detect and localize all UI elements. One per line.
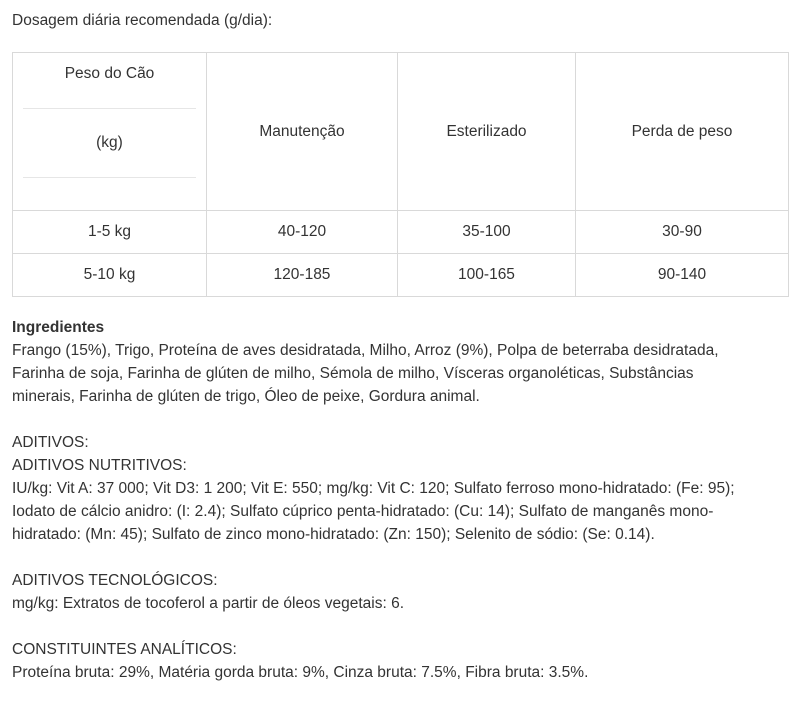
- table-cell: 35-100: [398, 211, 576, 254]
- table-cell: 5-10 kg: [13, 254, 207, 297]
- dosage-intro: Dosagem diária recomendada (g/dia):: [12, 12, 273, 29]
- spacer: [12, 408, 788, 431]
- weight-header-label: Peso do Cão: [64, 65, 155, 82]
- ingredients-line: minerais, Farinha de glúten de trigo, Óleo de peixe, Gordura animal.: [12, 388, 480, 405]
- ingredients-line: Farinha de soja, Farinha de glúten de milho, Sémola de milho, Vísceras organoléticas, Substâncias: [12, 365, 694, 382]
- ingredients-line: Frango (15%), Trigo, Proteína de aves desidratada, Milho, Arroz (9%), Polpa de beterraba desidratada,: [12, 342, 719, 359]
- table-row: [13, 254, 789, 297]
- maintenance-header-cell: Manutenção: [207, 53, 398, 211]
- additives-heading: ADITIVOS:: [12, 434, 89, 451]
- analytical-constituents-line: Proteína bruta: 29%, Matéria gorda bruta: 9%, Cinza bruta: 7.5%, Fibra bruta: 3.5%.: [12, 664, 589, 681]
- header-divider: [23, 108, 196, 109]
- header-divider: [23, 177, 196, 178]
- product-description: [12, 316, 788, 684]
- table-cell: 1-5 kg: [13, 211, 207, 254]
- nutritional-additives-heading: ADITIVOS NUTRITIVOS:: [12, 457, 187, 474]
- analytical-constituents-heading: CONSTITUINTES ANALÍTICOS:: [12, 641, 237, 658]
- table-header-row: [13, 53, 789, 211]
- technological-additives-line: mg/kg: Extratos de tocoferol a partir de óleos vegetais: 6.: [12, 595, 405, 612]
- technological-additives-heading: ADITIVOS TECNOLÓGICOS:: [12, 572, 218, 589]
- weight-loss-header-cell: Perda de peso: [576, 53, 789, 211]
- table-cell: 90-140: [576, 254, 789, 297]
- ingredients-heading: Ingredientes: [12, 319, 105, 336]
- spacer: [12, 546, 788, 569]
- nutritional-additives-line: IU/kg: Vit A: 37 000; Vit D3: 1 200; Vit E: 550; mg/kg: Vit C: 120; Sulfato ferroso mono-hidratado: (Fe: 95);: [12, 480, 735, 497]
- spacer: [12, 615, 788, 638]
- table-cell: 40-120: [207, 211, 398, 254]
- weight-header-cell: [13, 53, 207, 211]
- weight-header-unit: (kg): [96, 134, 123, 151]
- nutritional-additives-line: hidratado: (Mn: 45); Sulfato de zinco mono-hidratado: (Zn: 150); Selenito de sódio: (Se: 0.14).: [12, 526, 655, 543]
- table-cell: 30-90: [576, 211, 789, 254]
- table-cell: 100-165: [398, 254, 576, 297]
- nutritional-additives-line: Iodato de cálcio anidro: (I: 2.4); Sulfato cúprico penta-hidratado: (Cu: 14); Sulfato de manganês mono-: [12, 503, 714, 520]
- table-row: [13, 211, 789, 254]
- sterilized-header-cell: Esterilizado: [398, 53, 576, 211]
- table-cell: 120-185: [207, 254, 398, 297]
- dosage-table: [12, 52, 789, 297]
